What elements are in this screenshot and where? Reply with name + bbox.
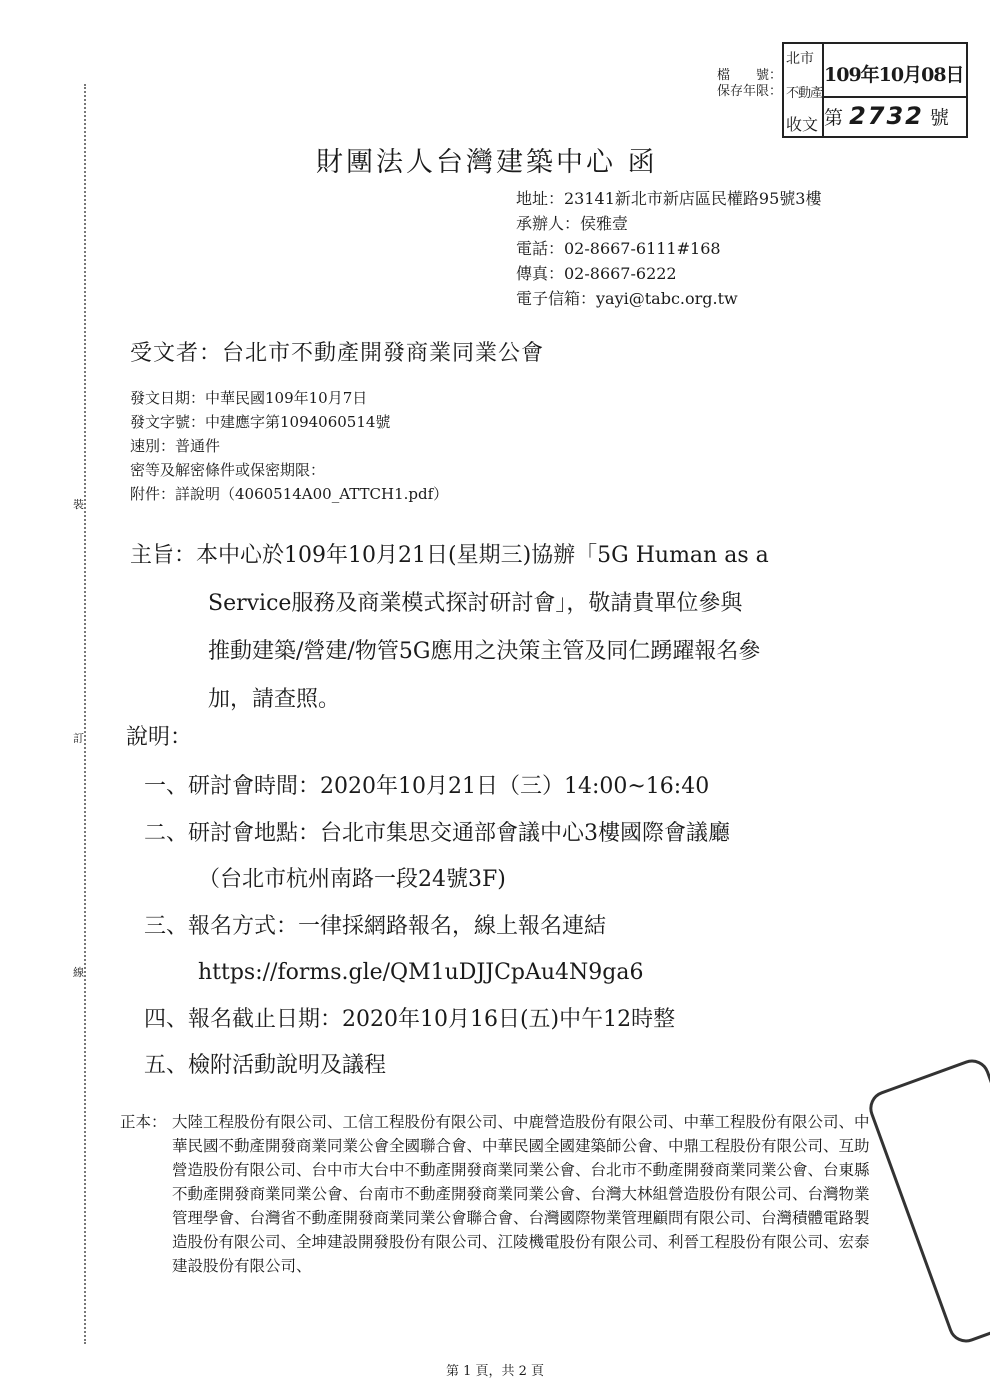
file-number-label: 檔 號： bbox=[716, 68, 782, 83]
meta-block bbox=[130, 386, 448, 506]
margin-char-bind: 裝 bbox=[73, 498, 84, 511]
explanation-item-2-cont: （台北市杭州南路一段24號3F) bbox=[198, 867, 506, 892]
stamp-org-mid: 不動產 bbox=[786, 86, 823, 101]
subject-line-3: 推動建築/營建/物管5G應用之決策主管及同仁踴躍報名參 bbox=[208, 639, 761, 664]
document-title: 財團法人台灣建築中心 函 bbox=[316, 147, 658, 178]
recipients-text: 大陸工程股份有限公司、工信工程股份有限公司、中鹿營造股份有限公司、中華工程股份有限公司、中華民國不動產開發商業同業公會全國聯合會、中華民國全國建築師公會、中鼎工程股份有限公司、互助營造股份有限公司、台中市大台中不動產開發商業同業公會、台北市不動產開發商業同業公會、台東縣不動產開發商業同業公會、台南市不動產開發商業同業公會、台灣大林組營造股份有限公司、台灣物業管理學會、台灣省不動產開發商業同業公會聯合會、台灣國際物業管理顧問有限公司、台灣積體電路製造股份有限公司、全坤建設開發股份有限公司、江陵機電股份有限公司、利晉工程股份有限公司、宏泰建設股份有限公司、 bbox=[172, 1113, 870, 1275]
meta-attachment: 附件：詳說明（4060514A00_ATTCH1.pdf） bbox=[130, 485, 449, 503]
contact-block bbox=[516, 186, 821, 311]
meta-secrecy: 密等及解密條件或保密期限： bbox=[130, 461, 326, 479]
binding-dotted-line bbox=[84, 84, 86, 1344]
stamp-divider bbox=[822, 96, 966, 98]
margin-char-sew: 訂 bbox=[73, 732, 84, 745]
receipt-stamp bbox=[782, 42, 968, 138]
stamp-received: 收文 bbox=[786, 115, 819, 134]
contact-email: 電子信箱：yayi@tabc.org.tw bbox=[516, 289, 738, 308]
meta-ref-no: 發文字號：中建應字第1094060514號 bbox=[130, 413, 391, 431]
explanation-items bbox=[144, 764, 730, 1090]
stamp-serial-number: 2732 bbox=[849, 102, 924, 130]
subject-line-1: 主旨：本中心於109年10月21日(星期三)協辦「5G Human as a bbox=[130, 543, 769, 568]
stamp-org-top: 北市 bbox=[786, 51, 814, 67]
stamp-serial-suffix: 號 bbox=[929, 107, 949, 129]
recipient-line: 受文者：台北市不動產開發商業同業公會 bbox=[130, 341, 545, 366]
contact-address: 地址：23141新北市新店區民權路95號3樓 bbox=[516, 189, 822, 208]
recipients-label: 正本： bbox=[120, 1113, 167, 1131]
contact-phone: 電話：02-8667-6111#168 bbox=[516, 239, 721, 258]
stamp-serial bbox=[824, 102, 949, 130]
contact-fax: 傳真：02-8667-6222 bbox=[516, 264, 677, 283]
contact-handler: 承辦人：侯雅壹 bbox=[516, 214, 629, 233]
explanation-item-1: 一、研討會時間：2020年10月21日（三）14:00~16:40 bbox=[144, 774, 710, 799]
explanation-item-5: 五、檢附活動說明及議程 bbox=[144, 1053, 387, 1078]
explanation-heading: 說明： bbox=[126, 725, 193, 750]
retention-label: 保存年限： bbox=[716, 84, 782, 99]
page-footer: 第 1 頁，共 2 頁 bbox=[445, 1364, 545, 1379]
explanation-item-3: 三、報名方式：一律採網路報名，線上報名連結 bbox=[144, 913, 607, 939]
margin-char-line: 線 bbox=[73, 966, 84, 979]
stamp-serial-prefix: 第 bbox=[824, 107, 844, 129]
registration-link: https://forms.gle/QM1uDJJCpAu4N9ga6 bbox=[198, 960, 644, 985]
file-labels bbox=[690, 68, 782, 100]
meta-date: 發文日期：中華民國109年10月7日 bbox=[130, 389, 368, 407]
subject-block bbox=[130, 532, 769, 724]
stamp-date: 109年10月08日 bbox=[824, 64, 964, 86]
meta-speed: 速別：普通件 bbox=[130, 437, 221, 455]
subject-line-2: Service服務及商業模式探討研討會」，敬請貴單位參與 bbox=[208, 591, 743, 616]
explanation-item-4: 四、報名截止日期：2020年10月16日(五)中午12時整 bbox=[144, 1006, 676, 1032]
explanation-item-2: 二、研討會地點：台北市集思交通部會議中心3樓國際會議廳 bbox=[144, 820, 730, 846]
subject-line-4: 加，請查照。 bbox=[208, 687, 341, 712]
